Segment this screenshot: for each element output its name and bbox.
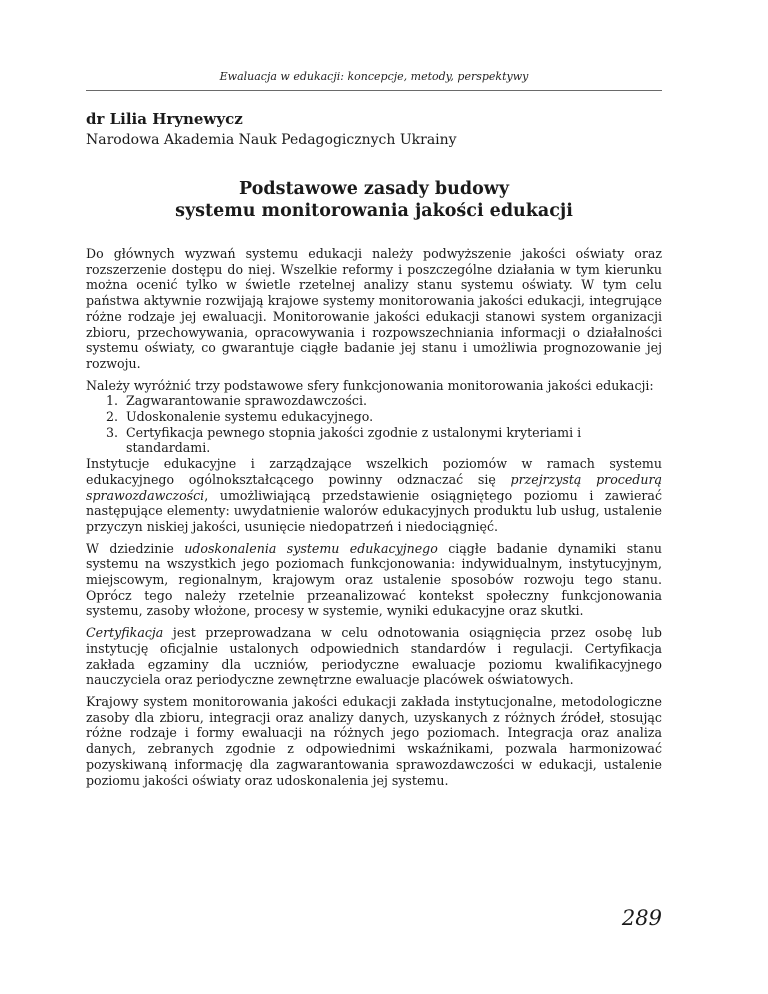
title-line-1: Podstawowe zasady budowy	[239, 179, 509, 199]
running-header: Ewaluacja w edukacji: koncepcje, metody, perspektywy	[219, 70, 529, 83]
paragraph-2: Należy wyróżnić trzy podstawowe sfery funkcjonowania monitorowania jakości edukacji:	[86, 377, 654, 393]
paragraph-3: Instytucje edukacyjne i zarządzające wszelkich poziomów w ramach systemu edukacyjnego ogólnokształcącego powinny odznaczać się przejrzystą procedurą sprawozdawczości, umożliwiającą przedstawienie osiągniętego poziomu i zawierać następujące elementy: uwydatnienie walorów edukacyjnych produktu lub usług, ustalenie przyczyn niskiej jakości, usunięcie niedopatrzeń i niedociągnięć.	[86, 456, 662, 534]
title-line-2: systemu monitorowania jakości edukacji	[175, 201, 573, 221]
paragraph-4: W dziedzinie udoskonalenia systemu edukacyjnego ciągłe badanie dynamiki stanu systemu na wszystkich jego poziomach funkcjonowania: indywidualnym, instytucyjnym, miejscowym, regionalnym, krajowym oraz ustalenie sposobów rozwoju tego stanu. Oprócz tego należy rzetelnie przeanalizować kontekst społeczny funkcjonowania systemu, zasoby włożone, procesy w systemie, wyniki edukacyjne oraz skutki.	[86, 540, 662, 619]
emphasis: Certyfikacja	[86, 625, 164, 641]
article-title	[86, 178, 662, 222]
spheres-list	[86, 393, 662, 456]
page-number: 289	[621, 906, 662, 930]
article-body	[86, 246, 662, 794]
header-rule	[86, 90, 662, 91]
list-item: 1. Zagwarantowanie sprawozdawczości.	[122, 393, 662, 409]
paragraph-1: Do głównych wyzwań systemu edukacji należy podwyższenie jakości oświaty oraz rozszerzenie dostępu do niej. Wszelkie reformy i poszczególne działania w tym kierunku można ocenić tylko w świetle rzetelnej analizy stanu systemu oświaty. W tym celu państwa aktywnie rozwijają krajowe systemy monitorowania jakości edukacji, integrujące różne rodzaje jej ewaluacji. Monitorowanie jakości edukacji stanowi system organizacji zbioru, przechowywania, opracowywania i rozpowszechniania informacji o działalności systemu oświaty, co gwarantuje ciągłe badanie jej stanu i umożliwia prognozowanie jej rozwoju.	[86, 246, 662, 371]
list-item: 2. Udoskonalenie systemu edukacyjnego.	[122, 409, 662, 425]
emphasis: udoskonalenia systemu edukacyjnego	[184, 540, 438, 556]
paragraph-5: Certyfikacja jest przeprowadzana w celu odnotowania osiągnięcia przez osobę lub instytucję oficjalnie ustalonych odpowiednich standardów i regulacji. Certyfikacja zakłada egzaminy dla uczniów, periodyczne ewaluacje poziomu kwalifikacyjnego nauczyciela oraz periodyczne zewnętrzne ewaluacje placówek oświatowych.	[86, 625, 662, 688]
paragraph-6: Krajowy system monitorowania jakości edukacji zakłada instytucjonalne, metodologiczne zasoby dla zbioru, integracji oraz analizy danych, uzyskanych z różnych źródeł, stosując różne rodzaje i formy ewaluacji na różnych jego poziomach. Integracja oraz analiza danych, zebranych zgodnie z odpowiednimi wskaźnikami, pozwala harmonizować pozyskiwaną informację dla zagwarantowania sprawozdawczości w edukacji, ustalenie poziomu jakości oświaty oraz udoskonalenia jej systemu.	[86, 693, 662, 788]
list-item: 3. Certyfikacja pewnego stopnia jakości zgodnie z ustalonymi kryteriami i standardami.	[122, 425, 662, 456]
emphasis: przejrzystą procedurą sprawozdawczości	[86, 471, 662, 503]
author-affiliation: Narodowa Akademia Nauk Pedagogicznych Ukrainy	[86, 132, 457, 148]
author-name: dr Lilia Hrynewycz	[86, 110, 243, 128]
